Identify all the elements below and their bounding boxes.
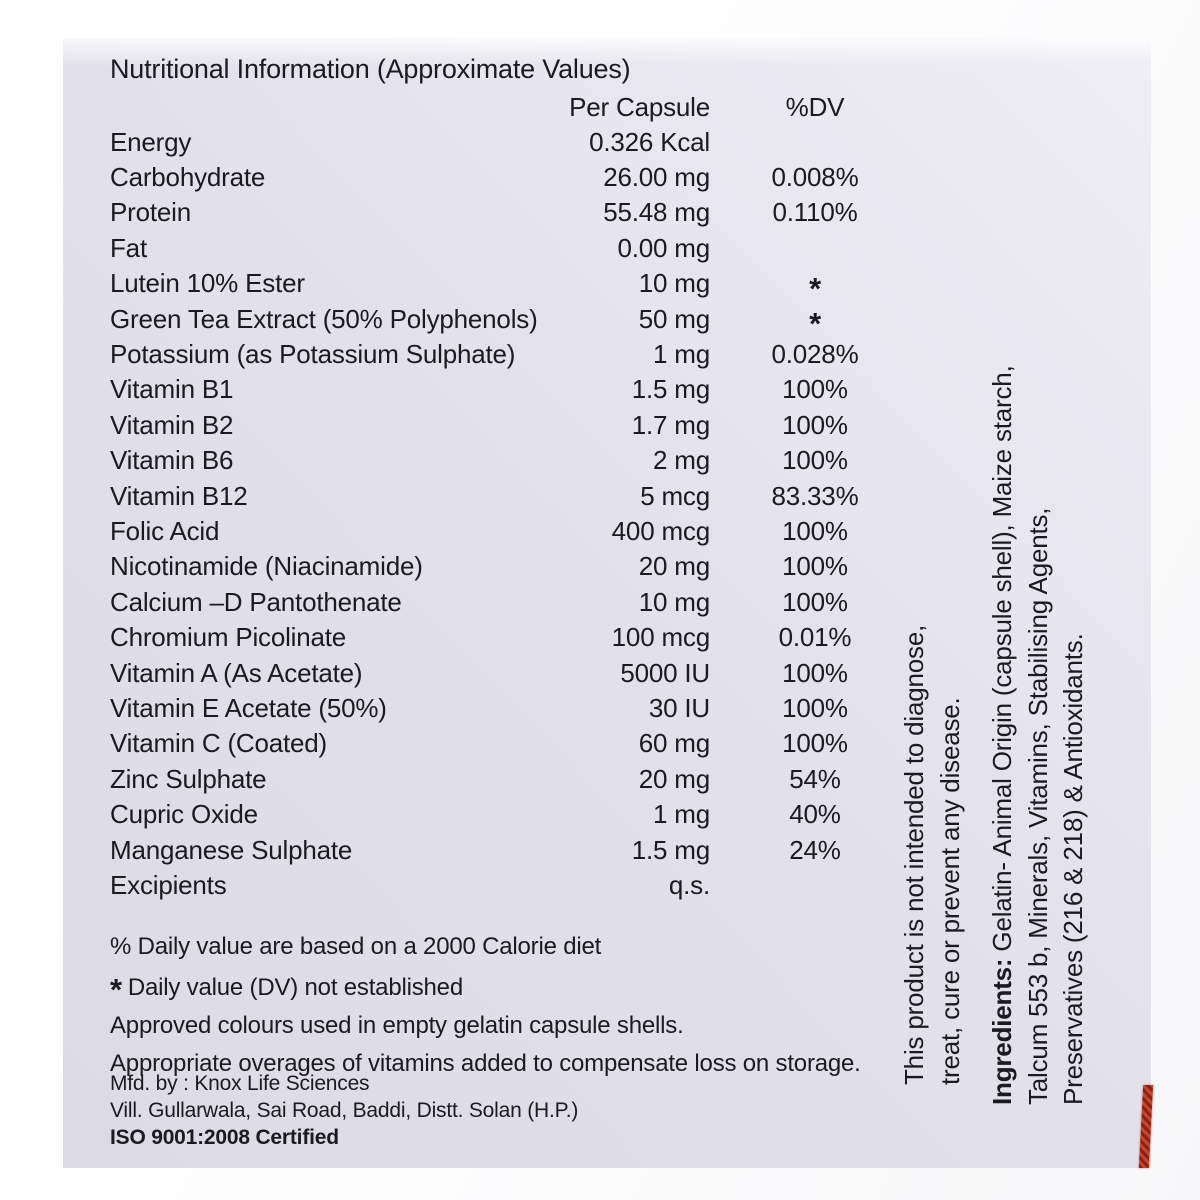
nutrient-name: Vitamin A (As Acetate) [110,657,363,688]
daily-value: 40% [789,799,841,830]
table-row [110,407,920,442]
daily-value: 100% [782,586,848,617]
daily-value: 100% [782,657,848,688]
table-row [110,230,920,265]
vertical-disclaimer-text [897,503,968,1085]
ingredients-line-2: Talcum 553 b, Minerals, Vitamins, Stabilising Agents, [1022,507,1053,1105]
amount-per-capsule: 55.48 mg [603,197,710,228]
daily-value: 0.110% [772,197,858,228]
amount-per-capsule: 30 IU [648,692,710,723]
nutrient-name: Carbohydrate [110,162,266,193]
amount-per-capsule: 0.326 Kcal [589,126,710,157]
iso-certification: ISO 9001:2008 Certified [110,1126,339,1149]
amount-per-capsule: 20 mg [638,763,710,794]
table-row [110,867,920,902]
amount-per-capsule: 1.5 mg [631,374,710,405]
column-header-dv: %DV [785,92,845,122]
table-row [110,124,920,159]
footnote-approved-colours: Approved colours used in empty gelatin capsule shells. [110,1012,684,1039]
table-row [110,619,920,654]
amount-per-capsule: 5 mcg [640,480,710,511]
footnote-dv-not-established-text: Daily value (DV) not established [127,974,463,1001]
amount-per-capsule: 1.7 mg [631,409,710,440]
table-row [110,372,920,407]
asterisk-symbol: * [110,972,122,1007]
nutrient-name: Vitamin B12 [110,480,248,511]
footnote-dv-not-established [110,966,861,1007]
amount-per-capsule: 60 mg [638,728,710,759]
nutrition-label-panel [63,38,1151,1168]
nutrient-name: Vitamin B1 [110,374,234,405]
table-row [110,726,920,761]
amount-per-capsule: 400 mcg [611,515,710,546]
daily-value: 100% [782,409,848,440]
nutrient-name: Energy [110,126,192,157]
daily-value-not-established-star: * [809,270,821,306]
table-row [110,796,920,831]
table-row [110,549,920,584]
amount-per-capsule: 2 mg [652,445,710,476]
daily-value-not-established-star: * [809,306,821,342]
nutrient-name: Zinc Sulphate [110,763,267,794]
column-header-per-capsule: Per Capsule [569,92,710,122]
manufacturer-address: Vill. Gullarwala, Sai Road, Baddi, Distt. Solan (H.P.) [110,1099,579,1122]
table-row [110,159,920,194]
daily-value: 100% [782,692,848,723]
amount-per-capsule: 10 mg [638,586,710,617]
daily-value: 100% [782,551,848,582]
nutrient-name: Cupric Oxide [110,799,258,830]
label-title: Nutritional Information (Approximate Values) [110,54,631,84]
nutrient-name: Vitamin B2 [110,409,234,440]
vertical-ingredients-text [985,193,1092,1105]
amount-per-capsule: 1.5 mg [631,834,710,865]
table-row [110,832,920,867]
ingredients-line-3: Preservatives (216 & 218) & Antioxidants. [1058,633,1088,1105]
table-row [110,690,920,725]
daily-value: 24% [789,834,841,865]
nutrient-name: Protein [110,197,191,228]
table-row [110,761,920,796]
nutrient-name: Chromium Picolinate [110,622,347,653]
table-row [110,301,920,342]
table-row [110,266,920,306]
daily-value: 100% [782,445,848,476]
daily-value: 100% [782,728,848,759]
disclaimer-line-1: This product is not intended to diagnose, [899,624,929,1085]
manufacturer-block [110,1070,578,1151]
table-row [110,513,920,548]
table-row [110,655,920,690]
amount-per-capsule: q.s. [668,869,710,900]
nutrient-name: Vitamin C (Coated) [110,728,328,759]
footnote-daily-value-basis: % Daily value are based on a 2000 Calorie diet [110,933,602,960]
nutrient-name: Excipients [110,869,227,900]
ingredients-label: Ingredients: [987,958,1017,1105]
daily-value: 100% [782,515,848,546]
disclaimer-line-2: treat, cure or prevent any disease. [934,697,965,1085]
daily-value: 83.33% [771,480,859,511]
ingredients-line-1 [985,193,1021,1105]
nutrient-name: Calcium –D Pantothenate [110,586,402,617]
nutrient-name: Folic Acid [110,515,220,546]
amount-per-capsule: 50 mg [638,303,710,334]
daily-value: 100% [782,374,848,405]
footnotes [110,928,861,1083]
table-row [110,195,920,230]
nutrient-name: Potassium (as Potassium Sulphate) [110,339,516,370]
table-row [110,336,920,371]
footnote-overages: Appropriate overages of vitamins added to compensate loss on storage. [110,1050,861,1077]
nutrient-name: Nicotinamide (Niacinamide) [110,551,423,582]
amount-per-capsule: 1 mg [652,339,710,370]
table-header-row [110,90,920,124]
amount-per-capsule: 10 mg [638,268,710,299]
amount-per-capsule: 1 mg [652,799,710,830]
nutrient-name: Lutein 10% Ester [110,268,305,299]
daily-value: 0.028% [771,339,859,370]
table-row [110,584,920,619]
table-row [110,478,920,513]
manufacturer-name: Mfd. by : Knox Life Sciences [110,1072,370,1095]
amount-per-capsule: 0.00 mg [617,232,710,263]
amount-per-capsule: 100 mcg [611,622,710,653]
nutrient-name: Vitamin B6 [110,445,234,476]
nutrient-name: Fat [110,232,147,263]
nutrient-name: Green Tea Extract (50% Polyphenols) [110,303,538,334]
amount-per-capsule: 26.00 mg [603,162,710,193]
amount-per-capsule: 5000 IU [620,657,710,688]
daily-value: 54% [789,763,841,794]
daily-value: 0.008% [771,162,859,193]
nutrient-name: Manganese Sulphate [110,834,353,865]
red-foil-strip [1139,1085,1153,1168]
nutrient-name: Vitamin E Acetate (50%) [110,692,387,723]
table-row [110,443,920,478]
amount-per-capsule: 20 mg [638,551,710,582]
ingredients-line-1-rest: Gelatin- Animal Origin (capsule shell), Maize starch, [987,365,1017,959]
daily-value: 0.01% [778,622,852,653]
nutrition-table [110,90,920,903]
